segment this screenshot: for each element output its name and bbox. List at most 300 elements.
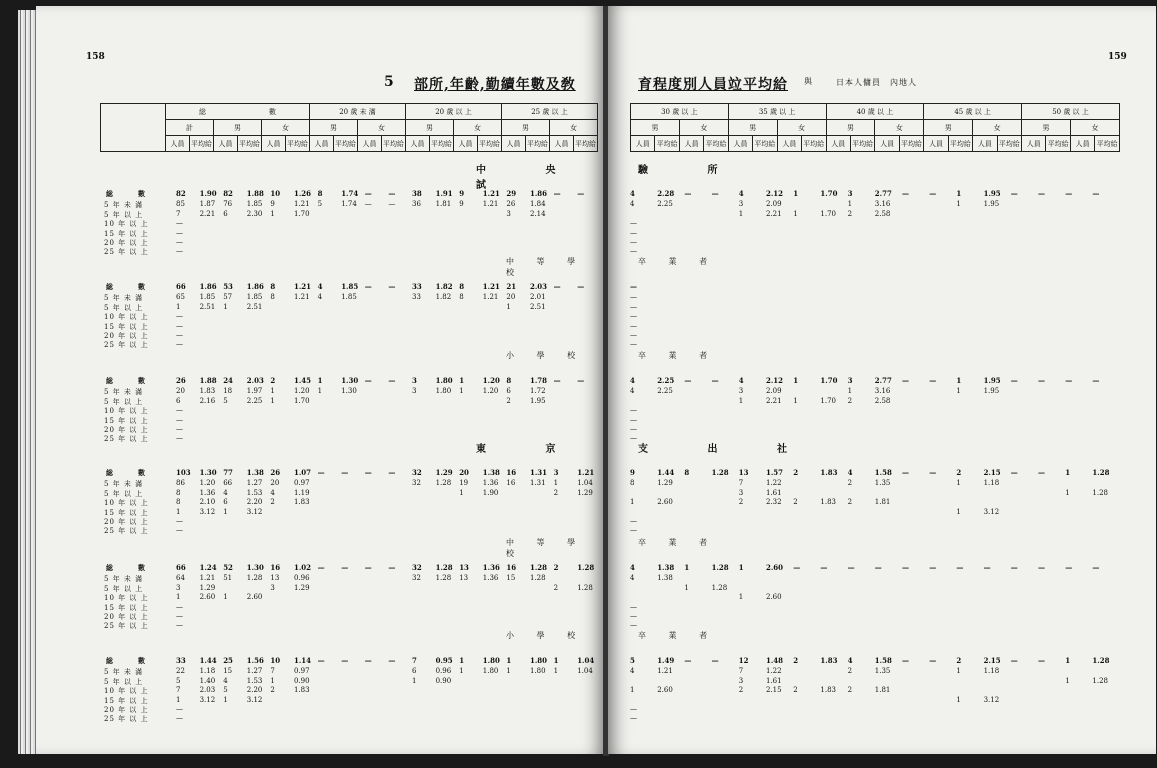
table-row — [36, 210, 604, 219]
cell-avg-pay: 1.85 — [246, 200, 263, 209]
cell-avg-pay: 1.30 — [199, 468, 217, 477]
cell-avg-pay: 1.61 — [766, 488, 782, 497]
cell-persons: — — [176, 415, 183, 424]
cell-persons: 13 — [459, 563, 469, 572]
cell-persons: 1 — [506, 302, 511, 311]
cell-avg-pay: 0.95 — [435, 656, 453, 665]
table-row — [608, 376, 1156, 385]
cell-avg-pay: 3.16 — [874, 200, 891, 209]
table-row — [36, 714, 604, 723]
section-subtitle: 小 學 校 — [506, 631, 586, 640]
row-label: 総 數 — [106, 376, 146, 385]
cell-avg-pay: 1.70 — [820, 209, 836, 218]
cell-persons: 77 — [223, 468, 233, 477]
cell-avg-pay: 1.07 — [294, 468, 312, 477]
cell-persons: 1 — [956, 479, 961, 488]
cell-persons: 13 — [738, 468, 749, 477]
cell-persons: 3 — [847, 376, 853, 385]
cell-avg-pay: 1.85 — [246, 293, 263, 302]
cell-avg-pay: 2.77 — [874, 189, 892, 198]
cell-avg-pay: — — [929, 563, 937, 572]
header-sex: 女 — [973, 120, 1022, 136]
cell-avg-pay: 3.12 — [199, 507, 216, 516]
table-row — [608, 479, 1156, 488]
cell-avg-pay: 1.78 — [530, 376, 548, 385]
cell-avg-pay: 1.56 — [246, 656, 264, 665]
table-row — [608, 312, 1156, 321]
table-row — [608, 331, 1156, 340]
cell-avg-pay: 1.70 — [820, 396, 836, 405]
cell-avg-pay: 1.18 — [983, 667, 1000, 676]
cell-persons: — — [630, 331, 637, 339]
cell-persons: 4 — [317, 282, 323, 291]
cell-persons: 2 — [270, 498, 275, 507]
cell-persons: — — [364, 200, 372, 209]
cell-persons: — — [630, 219, 637, 228]
cell-avg-pay: 1.29 — [657, 479, 673, 488]
row-label: 10 年 以 上 — [104, 687, 149, 696]
cell-persons: — — [630, 714, 637, 723]
cell-avg-pay: 1.44 — [199, 656, 217, 665]
cell-avg-pay: — — [820, 563, 828, 572]
cell-persons: 24 — [223, 376, 233, 385]
cell-persons: 3 — [847, 189, 853, 198]
cell-persons: 86 — [176, 479, 185, 488]
cell-persons: 4 — [630, 376, 635, 385]
cell-persons: 12 — [738, 656, 749, 665]
cell-avg-pay: 1.45 — [294, 376, 312, 385]
cell-persons: 1 — [459, 488, 464, 497]
cell-persons: 9 — [630, 468, 635, 477]
cell-persons: 16 — [506, 563, 517, 572]
section-subtitle: 中 等 學 校 — [506, 538, 586, 558]
row-label: 25 年 以 上 — [104, 248, 149, 257]
table-row — [36, 574, 604, 583]
cell-persons: — — [1065, 189, 1073, 198]
cell-avg-pay: 1.44 — [657, 468, 675, 477]
cell-persons: 33 — [412, 282, 422, 291]
cell-persons: 1 — [738, 209, 744, 218]
cell-persons: — — [630, 406, 637, 415]
cell-avg-pay: 1.21 — [482, 293, 499, 302]
cell-persons: 2 — [553, 583, 559, 592]
cell-avg-pay: — — [1038, 656, 1045, 665]
cell-avg-pay: — — [1038, 468, 1045, 477]
cell-avg-pay: 1.21 — [199, 574, 216, 583]
cell-avg-pay: 2.16 — [199, 396, 216, 405]
cell-avg-pay: 1.40 — [199, 676, 216, 685]
section-subtitle: 卒 業 者 — [638, 257, 718, 266]
cell-avg-pay: — — [341, 656, 349, 665]
table-row — [36, 189, 604, 198]
header-sex: 男 — [631, 120, 680, 136]
section-subtitle: 小 學 校 — [506, 351, 586, 360]
header-age-group: 30 歲 以 上 — [631, 104, 729, 120]
cell-persons: 1 — [793, 189, 799, 198]
cell-persons: 6 — [506, 387, 511, 396]
row-label: 20 年 以 上 — [104, 518, 149, 526]
cell-avg-pay: 1.38 — [482, 468, 500, 477]
cell-persons: 2 — [847, 667, 853, 676]
cell-persons: — — [176, 517, 183, 525]
header-persons: 人員 — [631, 136, 655, 152]
cell-persons: 15 — [223, 667, 233, 676]
cell-persons: 1 — [684, 563, 690, 572]
cell-persons: 64 — [176, 574, 185, 583]
cell-persons: 20 — [459, 468, 469, 477]
cell-avg-pay: 1.28 — [1092, 488, 1108, 497]
cell-avg-pay: 2.01 — [530, 293, 546, 302]
cell-persons: — — [1010, 563, 1018, 572]
cell-persons: — — [176, 602, 183, 611]
row-label: 25 年 以 上 — [104, 527, 149, 536]
cell-persons: 16 — [270, 563, 281, 572]
cell-avg-pay: 3.12 — [246, 507, 263, 516]
cell-avg-pay: — — [1038, 376, 1045, 385]
cell-avg-pay: 1.85 — [199, 293, 216, 302]
table-row — [36, 376, 604, 385]
cell-avg-pay: 1.95 — [530, 396, 546, 405]
cell-persons: — — [902, 376, 909, 385]
cell-persons: 3 — [553, 468, 559, 477]
row-label: 5 年 未 滿 — [104, 201, 144, 210]
table-row — [608, 303, 1156, 312]
cell-persons: 1 — [223, 593, 228, 602]
cell-avg-pay: 2.20 — [246, 686, 263, 695]
cell-persons: 4 — [738, 376, 744, 385]
cell-persons: 16 — [506, 468, 517, 477]
cell-persons: 3 — [412, 376, 417, 385]
cell-avg-pay: 3.12 — [246, 695, 263, 704]
cell-avg-pay: 1.38 — [657, 574, 673, 583]
cell-avg-pay: 1.24 — [199, 563, 217, 572]
cell-avg-pay: 1.61 — [766, 676, 782, 685]
header-persons: 人員 — [679, 136, 703, 152]
table-row — [608, 219, 1156, 228]
cell-avg-pay: 1.80 — [435, 376, 453, 385]
header-persons: 人員 — [166, 136, 190, 152]
section-subtitle: 卒 業 者 — [638, 631, 718, 640]
cell-persons: — — [630, 340, 637, 349]
header-sex: 女 — [550, 120, 598, 136]
cell-persons: 1 — [956, 507, 961, 516]
cell-avg-pay: 1.70 — [294, 209, 310, 218]
cell-persons: 66 — [176, 563, 186, 572]
table-row — [608, 200, 1156, 209]
cell-persons: 82 — [176, 189, 186, 198]
cell-avg-pay: 1.70 — [820, 189, 838, 198]
cell-avg-pay: 1.70 — [820, 376, 838, 385]
header-row — [101, 104, 598, 120]
header-row — [631, 120, 1120, 136]
cell-avg-pay: — — [1092, 189, 1100, 198]
cell-persons: 2 — [956, 656, 962, 665]
cell-persons: — — [1065, 376, 1073, 385]
cell-persons: — — [902, 189, 909, 198]
cell-avg-pay: 1.49 — [657, 656, 675, 665]
cell-persons: 1 — [847, 387, 853, 396]
header-avg-pay: 平均給 — [286, 136, 310, 152]
cell-persons: 4 — [847, 656, 853, 665]
cell-persons: — — [630, 321, 637, 330]
table-row — [36, 282, 604, 291]
row-label: 5 年 未 滿 — [104, 388, 144, 397]
cell-avg-pay: 1.31 — [530, 479, 546, 488]
header-sex: 男 — [310, 120, 358, 136]
cell-avg-pay: — — [711, 376, 719, 385]
cell-persons: — — [176, 312, 183, 321]
row-label: 5 年 以 上 — [104, 489, 144, 498]
table-row — [608, 705, 1156, 714]
cell-persons: 4 — [630, 667, 635, 676]
title-right-suffix: 與 — [804, 77, 812, 86]
cell-avg-pay: 0.97 — [294, 667, 310, 676]
table-row — [608, 656, 1156, 665]
cell-avg-pay: 1.81 — [874, 686, 891, 695]
row-label: 5 年 以 上 — [104, 584, 144, 593]
cell-persons: 65 — [176, 293, 185, 302]
cell-avg-pay: — — [388, 656, 396, 665]
cell-persons: — — [176, 612, 183, 620]
section-title: 驗 所 — [638, 165, 746, 176]
cell-avg-pay: 1.21 — [482, 282, 500, 291]
cell-persons: 2 — [793, 498, 798, 507]
cell-avg-pay: — — [388, 189, 396, 198]
row-label: 総 數 — [106, 468, 146, 477]
cell-persons: — — [176, 219, 183, 228]
cell-avg-pay: 1.30 — [341, 376, 359, 385]
cell-avg-pay: 1.95 — [983, 376, 1001, 385]
cell-persons: — — [630, 415, 637, 424]
cell-avg-pay: 1.02 — [294, 563, 312, 572]
table-row — [36, 563, 604, 572]
cell-avg-pay: 1.81 — [874, 498, 891, 507]
cell-persons: 8 — [506, 376, 512, 385]
cell-avg-pay: 1.21 — [294, 282, 312, 291]
header-persons: 人員 — [973, 136, 997, 152]
cell-persons: 7 — [412, 656, 417, 665]
cell-persons: 1 — [956, 667, 961, 676]
cell-persons: 1 — [684, 583, 689, 592]
header-sex: 男 — [214, 120, 262, 136]
cell-persons: 2 — [793, 468, 799, 477]
table-row — [608, 584, 1156, 593]
table-row — [36, 696, 604, 705]
cell-avg-pay: 1.70 — [294, 396, 310, 405]
cell-persons: 4 — [317, 293, 323, 302]
cell-persons: — — [630, 434, 637, 443]
header-row — [101, 120, 598, 136]
header-persons: 人員 — [1022, 136, 1046, 152]
header-persons: 人員 — [310, 136, 334, 152]
table-row — [608, 517, 1156, 526]
title-number: 5 — [384, 74, 395, 90]
table-row — [36, 656, 604, 665]
cell-avg-pay: 1.36 — [482, 563, 500, 572]
cell-avg-pay: 1.21 — [294, 293, 310, 302]
header-avg-pay: 平均給 — [238, 136, 262, 152]
cell-persons: 1 — [270, 387, 275, 396]
cell-persons: 1 — [270, 676, 275, 685]
cell-avg-pay: 1.82 — [435, 282, 453, 291]
cell-persons: 1 — [956, 695, 961, 704]
cell-avg-pay: 1.88 — [199, 376, 217, 385]
cell-persons: 8 — [630, 479, 635, 488]
table-row — [36, 667, 604, 676]
row-label: 10 年 以 上 — [104, 407, 149, 416]
cell-avg-pay: 2.60 — [199, 593, 216, 602]
header-avg-pay: 平均給 — [850, 136, 874, 152]
cell-persons: — — [553, 376, 561, 385]
header-sex: 男 — [728, 120, 777, 136]
cell-persons: 8 — [459, 293, 464, 302]
row-label: 20 年 以 上 — [104, 332, 149, 340]
cell-persons: 3 — [738, 200, 744, 209]
cell-avg-pay: 0.90 — [294, 676, 310, 685]
cell-avg-pay: 1.83 — [199, 387, 216, 396]
cell-persons: 4 — [738, 189, 744, 198]
table-row — [608, 489, 1156, 498]
header-avg-pay: 平均給 — [704, 136, 728, 152]
header-sex: 女 — [777, 120, 826, 136]
table-row — [608, 612, 1156, 621]
cell-avg-pay: 1.53 — [246, 676, 263, 685]
cell-persons: — — [317, 563, 325, 572]
cell-avg-pay: 1.48 — [766, 656, 784, 665]
cell-avg-pay: 2.03 — [530, 282, 548, 291]
cell-avg-pay: 1.80 — [435, 387, 452, 396]
cell-avg-pay: 1.35 — [874, 479, 891, 488]
cell-persons: 7 — [176, 209, 181, 218]
table-row — [608, 282, 1156, 291]
cell-avg-pay: 1.83 — [294, 498, 310, 507]
cell-persons: 36 — [412, 200, 421, 209]
cell-avg-pay: — — [577, 376, 585, 385]
header-persons: 人員 — [550, 136, 574, 152]
header-age-group: 45 歲 以 上 — [924, 104, 1022, 120]
header-avg-pay: 平均給 — [948, 136, 972, 152]
section-subtitle: 卒 業 者 — [638, 538, 718, 547]
cell-avg-pay: 2.60 — [766, 563, 784, 572]
table-row — [608, 714, 1156, 723]
cell-avg-pay: 3.12 — [983, 695, 1000, 704]
cell-persons: — — [176, 621, 183, 630]
cell-persons: 9 — [270, 200, 275, 209]
cell-avg-pay: 2.51 — [199, 302, 216, 311]
table-row — [36, 508, 604, 517]
table-row — [608, 508, 1156, 517]
cell-persons: 5 — [223, 686, 228, 695]
cell-persons: 51 — [223, 574, 233, 583]
cell-persons: 6 — [223, 209, 228, 218]
table-row — [608, 293, 1156, 302]
cell-avg-pay: 2.25 — [657, 387, 673, 396]
cell-avg-pay: 1.28 — [246, 574, 263, 583]
table-row — [36, 603, 604, 612]
cell-avg-pay: 1.81 — [435, 200, 452, 209]
header-sex: 男 — [826, 120, 875, 136]
cell-persons: — — [553, 189, 561, 198]
cell-avg-pay: 1.38 — [657, 563, 675, 572]
cell-persons: 4 — [630, 189, 635, 198]
cell-avg-pay: 0.97 — [294, 479, 310, 488]
cell-avg-pay: 2.25 — [657, 200, 673, 209]
cell-avg-pay: 1.85 — [341, 293, 357, 302]
cell-avg-pay: — — [1092, 376, 1100, 385]
table-row — [608, 397, 1156, 406]
cell-avg-pay: 1.18 — [199, 667, 216, 676]
cell-persons: — — [684, 376, 692, 385]
cell-persons: 1 — [223, 507, 228, 516]
cell-persons: — — [847, 563, 855, 572]
cell-persons: 3 — [738, 488, 744, 497]
table-row — [608, 593, 1156, 602]
cell-persons: 1 — [793, 396, 798, 405]
cell-avg-pay: 2.77 — [874, 376, 892, 385]
cell-persons: 2 — [270, 376, 276, 385]
cell-persons: 1 — [1065, 468, 1071, 477]
cell-avg-pay: 1.28 — [711, 468, 729, 477]
cell-avg-pay: — — [874, 563, 882, 572]
cell-persons: — — [1010, 468, 1018, 477]
cell-persons: 3 — [506, 209, 511, 218]
cell-persons: 1 — [459, 656, 465, 665]
page-number-left: 158 — [86, 52, 105, 62]
cell-persons: — — [1010, 189, 1018, 198]
row-label: 5 年 以 上 — [104, 677, 144, 686]
cell-persons: 53 — [223, 282, 233, 291]
cell-avg-pay: 1.28 — [1092, 468, 1110, 477]
header-sex: 女 — [358, 120, 406, 136]
table-row — [36, 238, 604, 247]
header-avg-pay: 平均給 — [753, 136, 777, 152]
cell-persons: 1 — [956, 200, 961, 209]
cell-persons: — — [630, 238, 637, 246]
cell-persons: 3 — [738, 387, 744, 396]
cell-persons: 7 — [738, 667, 744, 676]
cell-persons: — — [176, 228, 183, 237]
cell-avg-pay: 1.21 — [657, 667, 673, 676]
cell-persons: 6 — [176, 396, 181, 405]
cell-avg-pay: — — [577, 282, 585, 291]
cell-avg-pay: 2.28 — [657, 189, 675, 198]
header-persons: 人員 — [924, 136, 948, 152]
table-row — [36, 387, 604, 396]
cell-persons: 8 — [270, 282, 276, 291]
cell-avg-pay: 1.30 — [246, 563, 264, 572]
table-row — [36, 526, 604, 535]
table-row — [36, 229, 604, 238]
cell-avg-pay: 1.14 — [294, 656, 312, 665]
cell-avg-pay: 1.57 — [766, 468, 784, 477]
row-label: 5 年 未 滿 — [104, 480, 144, 489]
cell-avg-pay: — — [929, 656, 937, 665]
table-row — [608, 229, 1156, 238]
header-sex: 男 — [1022, 120, 1071, 136]
cell-persons: — — [1065, 563, 1073, 572]
table-row — [36, 312, 604, 321]
page-number-right: 159 — [1108, 52, 1127, 62]
cell-persons: 5 — [317, 200, 323, 209]
cell-avg-pay: 1.80 — [482, 667, 499, 676]
cell-persons: 2 — [847, 396, 853, 405]
cell-persons: 1 — [176, 695, 181, 704]
cell-persons: — — [793, 563, 801, 572]
open-book — [18, 6, 1143, 758]
header-sex: 女 — [454, 120, 502, 136]
row-label: 10 年 以 上 — [104, 220, 149, 229]
cell-avg-pay: — — [388, 282, 396, 291]
